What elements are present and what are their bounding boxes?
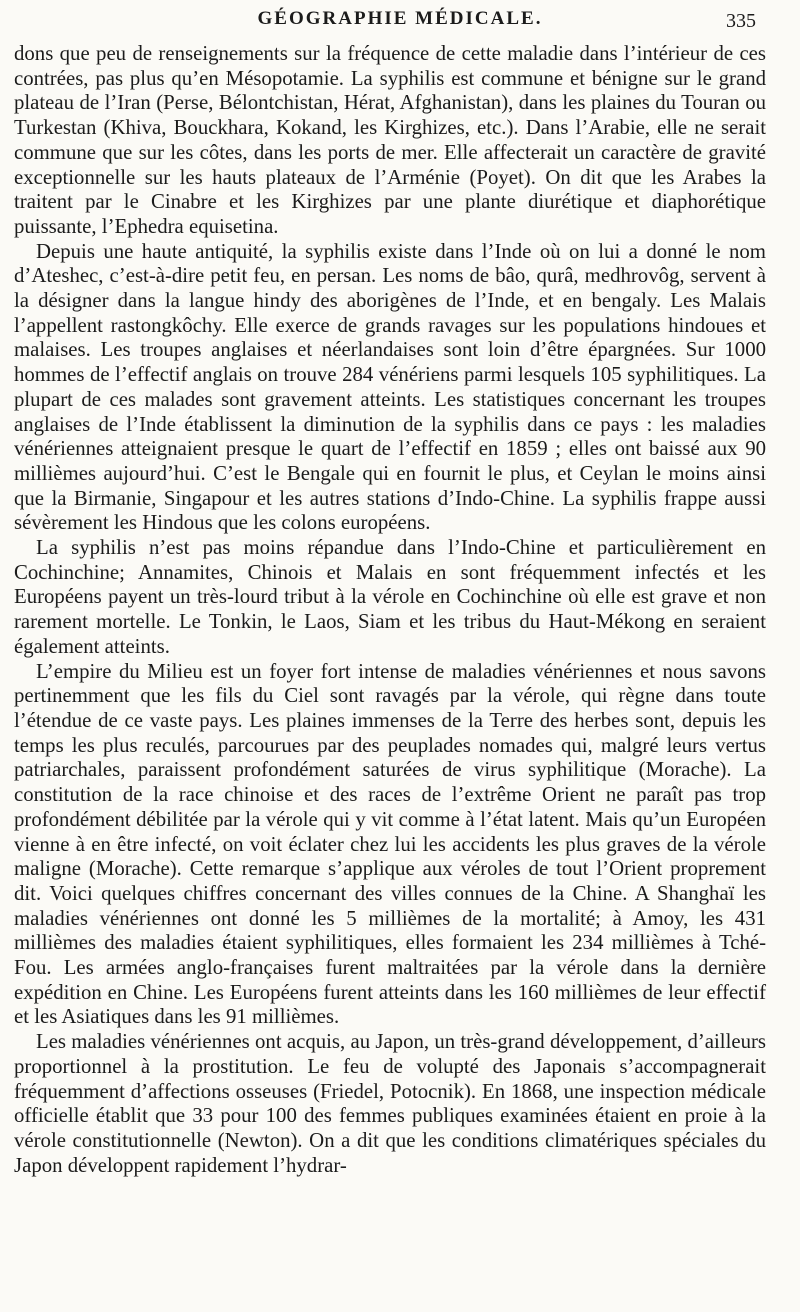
paragraph-indochina: La syphilis n’est pas moins répandue dans l’Indo-Chine et particulièrement en Cochinchine; Annamites, Chinois et Malais en sont fréquemment infectés et les Européens payent un très-lourd tribut à la vérole en Cochinchine où elle est grave et non rarement mortelle. Le Tonkin, le Laos, Siam et les tribus du Haut-Mékong en seraient également atteints. [14,536,766,658]
paragraph-china: L’empire du Milieu est un foyer fort intense de maladies vénériennes et nous savons pertinemment que les fils du Ciel sont ravagés par la vérole, qui règne dans toute l’étendue de ce vaste pays. Les plaines immenses de la Terre des herbes sont, depuis les temps les plus reculés, parcourues par des peuplades nomades qui, malgré leurs vertus patriarchales, paraissent profondément saturées de virus syphilitique (Morache). La constitution de la race chinoise et des races de l’extrême Orient ne paraît pas trop profondément débilitée par la vérole qui y vit comme à l’état latent. Mais qu’un Européen vienne à en être infecté, on voit éclater chez lui les accidents les plus graves de la vérole maligne (Morache). Cette remarque s’applique aux véroles de tout l’Orient proprement dit. Voici quelques chiffres concernant des villes connues de la Chine. A Shanghaï les maladies vénériennes ont donné les 5 millièmes de la mortalité; à Amoy, les 431 millièmes des maladies étaient syphilitiques, elles formaient les 234 millièmes à Tché-Fou. Les armées anglo-françaises furent maltraitées par la vérole dans la dernière expédition en Chine. Les Européens furent atteints dans les 160 millièmes de leur effectif et les Asiatiques dans les 91 millièmes. [14,659,766,1029]
page-number: 335 [726,10,756,32]
paragraph-continuation: dons que peu de renseignements sur la fréquence de cette maladie dans l’intérieur de ces contrées, pas plus qu’en Mésopotamie. La syphilis est commune et bénigne sur le grand plateau de l’Iran (Perse, Bélontchistan, Hérat, Afghanistan), dans les plaines du Touran ou Turkestan (Khiva, Bouckhara, Kokand, les Kirghizes, etc.). Dans l’Arabie, elle ne serait commune que sur les côtes, dans les ports de mer. Elle affecterait un caractère de gravité exceptionnelle sur les hauts plateaux de l’Arménie (Poyet). On dit que les Arabes la traitent par le Cinabre et les Kirghizes par une plante diurétique et diaphorétique puissante, l’Ephedra equisetina. [14,42,766,238]
body-text [14,42,766,1178]
paragraph-japan: Les maladies vénériennes ont acquis, au Japon, un très-grand développement, d’ailleurs proportionnel à la prostitution. Le feu de volupté des Japonais s’accompagnerait fréquemment d’affections osseuses (Friedel, Potocnik). En 1868, une inspection médicale officielle établit que 33 pour 100 des femmes publiques examinées étaient en proie à la vérole constitutionnelle (Newton). On a dit que les conditions climatériques spéciales du Japon développent rapidement l’hydrar- [14,1030,766,1177]
running-title: GÉOGRAPHIE MÉDICALE. [257,8,543,29]
page-header [0,4,800,38]
paragraph-india: Depuis une haute antiquité, la syphilis existe dans l’Inde où on lui a donné le nom d’Ateshec, c’est-à-dire petit feu, en persan. Les noms de bâo, qurâ, medhrovôg, servent à la désigner dans la langue hindy des aborigènes de l’Inde, et en bengaly. Les Malais l’appellent rastongkôchy. Elle exerce de grands ravages sur les populations hindoues et malaises. Les troupes anglaises et néerlandaises sont loin d’être épargnées. Sur 1000 hommes de l’effectif anglais on trouve 284 vénériens parmi lesquels 105 syphilitiques. La plupart de ces malades sont gravement atteints. Les statistiques concernant les troupes anglaises de l’Inde établissent la diminution de la syphilis dans ce pays : les maladies vénériennes atteignaient presque le quart de l’effectif en 1859 ; elles ont baissé aux 90 millièmes aujourd’hui. C’est le Bengale qui en fournit le plus, et Ceylan le moins ainsi que la Birmanie, Singapour et les autres stations d’Indo-Chine. La syphilis frappe aussi sévèrement les Hindous que les colons européens. [14,239,766,535]
